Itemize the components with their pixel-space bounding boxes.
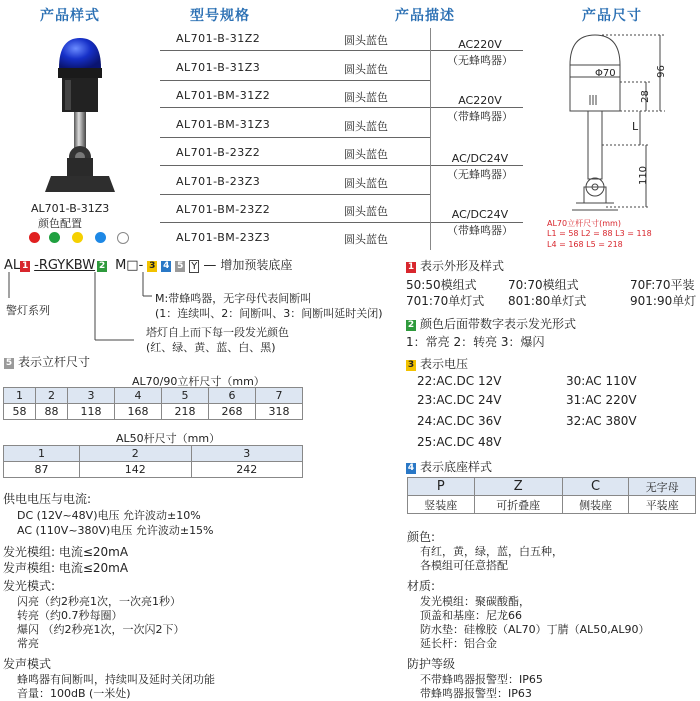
al50-pole-table: 1 2 3 87 142 242 [3,445,303,478]
model-code: AL 1 -RGYKBW 2 M□- 3 4 5 Y — 增加预装底座 [4,258,293,273]
header-product-size: 产品尺寸 [582,8,642,24]
head-type: 圆头蓝色 [344,120,388,133]
model-row: AL701-BM-23Z2 [176,203,271,216]
pole-size-note: AL70立杆尺寸(mm) [547,219,621,228]
row-divider [160,194,430,195]
model-row: AL701-BM-31Z3 [176,118,271,131]
material-light: 发光模组：聚碳酸酯， [420,595,530,608]
voltage-22: 22:AC.DC 12V [417,374,502,388]
desc-voltage: AC/DC24V （无蜂鸣器） [447,152,513,181]
voltage-23: 23:AC.DC 24V [417,393,502,407]
header-product-style: 产品样式 [40,8,100,24]
base-style-table: P Z C 无字母 竖装座 可折叠座 侧装座 平装座 [407,477,696,514]
ip-title: 防护等级 [407,657,456,671]
color-dot-blue [95,232,106,243]
sound-desc: 蜂鸣器有间断叫，持续叫及延时关闭功能 [17,673,215,686]
model-row: AL701-B-31Z3 [176,61,261,74]
sound-current: 发声模组: 电流≤20mA [3,561,129,575]
mode-flash: 闪亮（约2秒亮1次，一次亮1秒） [17,595,181,608]
color-dot-green [49,232,60,243]
dim-110: 110 [638,165,650,186]
section-5-title: 5 表示立杆尺寸 [5,355,91,369]
color-seq-list: (红、绿、黄、蓝、白、黑) [146,341,276,354]
dim-28: 28 [639,90,651,103]
lamp-series-label: 警灯系列 [6,304,50,317]
shape-901: 901:90单灯 [630,294,697,308]
head-type: 圆头蓝色 [344,63,388,76]
material-pole: 延长杆：铝合金 [420,637,497,650]
column-divider [430,28,431,250]
voltage-31: 31:AC 220V [566,393,637,407]
dim-96: 96 [655,65,667,78]
shape-701: 701:70单灯式 [406,294,485,308]
supply-dc: DC (12V~48V)电压 允许波动±10% [17,509,201,522]
color-config-label: 颜色配置 [38,217,82,230]
sound-volume: 音量：100dB (一米处) [17,687,131,700]
color-dot-white [117,232,129,244]
model-row: AL701-BM-31Z2 [176,89,271,102]
head-type: 圆头蓝色 [344,233,388,246]
color-dot-yellow [72,232,83,243]
desc-voltage: AC220V （无蜂鸣器） [447,38,513,67]
desc-voltage: AC220V （带蜂鸣器） [447,94,513,123]
color-title: 颜色: [407,530,436,544]
head-type: 圆头蓝色 [344,34,388,47]
mode-rotate: 转亮（约0.7秒每圈） [17,609,123,622]
section-3-title: 3 表示电压 [407,357,469,371]
header-product-desc: 产品描述 [395,8,455,24]
mode-steady: 常亮 [17,637,39,650]
header-model-spec: 型号规格 [190,8,250,24]
color-options: 有红，黄，绿，蓝，白五种， [420,545,563,558]
head-type: 圆头蓝色 [344,148,388,161]
voltage-30: 30:AC 110V [566,374,637,388]
row-divider [160,137,430,138]
al70-pole-table: 1 2 3 4 5 6 7 58 88 118 168 218 268 318 [3,387,303,420]
buzzer-modes: (1：连续叫、2：间断叫、3：间断叫延时关闭) [155,307,383,320]
shape-801: 801:80单灯式 [508,294,587,308]
product-caption: AL701-B-31Z3 [31,202,110,215]
model-row: AL701-BM-23Z3 [176,231,271,244]
signal-lamp-image [25,30,135,200]
supply-title: 供电电压与电流: [3,492,92,506]
shape-70f: 70F:70平装 [630,278,695,292]
al70-pole-caption: AL70/90立杆尺寸（mm） [132,375,265,388]
head-type: 圆头蓝色 [344,91,388,104]
color-combination: 各模组可任意搭配 [420,559,508,572]
voltage-32: 32:AC 380V [566,414,637,428]
desc-voltage: AC/DC24V （带蜂鸣器） [447,208,513,237]
material-gasket: 防水垫：硅橡胶（AL70）丁腈（AL50,AL90） [420,623,650,636]
color-dot-red [29,232,40,243]
material-title: 材质: [407,579,436,593]
head-type: 圆头蓝色 [344,177,388,190]
al50-pole-caption: AL50杆尺寸（mm） [116,432,221,445]
model-row: AL701-B-31Z2 [176,32,261,45]
pole-size-l1-l3: L1 = 58 L2 = 88 L3 = 118 [547,229,652,238]
buzzer-desc: M:带蜂鸣器，无字母代表间断叫 [155,292,312,305]
pole-size-l4-l5: L4 = 168 L5 = 218 [547,240,623,249]
sound-mode-title: 发声模式 [3,657,52,671]
model-row: AL701-B-23Z3 [176,175,261,188]
row-divider [160,80,430,81]
light-mode-title: 发光模式: [3,579,56,593]
light-forms: 1：常亮 2：转亮 3：爆闪 [406,335,545,349]
dim-diameter: Φ70 [595,68,616,79]
supply-ac: AC (110V~380V)电压 允许波动±15% [17,524,214,537]
ip-buzzer: 带蜂鸣器报警型：IP63 [420,687,532,700]
color-seq-desc: 塔灯自上而下每一段发光颜色 [146,326,289,339]
mode-burst: 爆闪 （约2秒亮1次，一次闪2下） [17,623,185,636]
dimension-drawing [540,25,700,230]
ip-no-buzzer: 不带蜂鸣器报警型：IP65 [420,673,543,686]
voltage-25: 25:AC.DC 48V [417,435,502,449]
shape-70: 70:70模组式 [508,278,579,292]
section-4-title: 4 表示底座样式 [407,460,493,474]
voltage-24: 24:AC.DC 36V [417,414,502,428]
section-2-title: 2 颜色后面带数字表示发光形式 [407,317,577,331]
dim-L: L [632,120,639,133]
light-current: 发光模组: 电流≤20mA [3,545,129,559]
model-row: AL701-B-23Z2 [176,146,261,159]
material-cap: 顶盖和基座：尼龙66 [420,609,522,622]
shape-50: 50:50模组式 [406,278,477,292]
head-type: 圆头蓝色 [344,205,388,218]
section-1-title: 1 表示外形及样式 [407,259,505,273]
